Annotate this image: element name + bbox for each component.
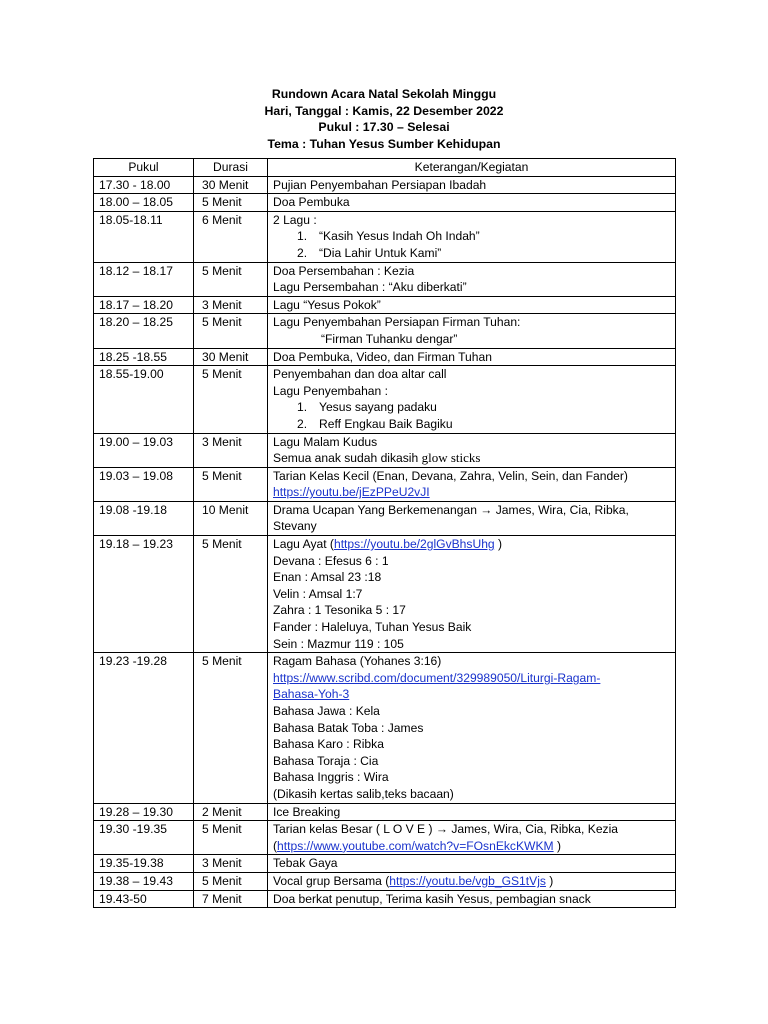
activity-text: Vocal grup Bersama ( — [273, 873, 390, 888]
activity-cell — [268, 433, 676, 467]
activity-text: Semua anak sudah dikasih — [273, 451, 422, 466]
activity-text: Bahasa Karo : Ribka — [273, 737, 384, 752]
duration-cell: 5 Menit — [194, 366, 268, 433]
duration-cell: 6 Menit — [194, 211, 268, 262]
time-cell: 19.28 – 19.30 — [94, 803, 194, 821]
table-row — [94, 872, 676, 890]
table-row — [94, 348, 676, 366]
activity-line — [273, 636, 670, 653]
column-header-activity: Keterangan/Kegiatan — [268, 159, 676, 177]
duration-cell: 3 Menit — [194, 855, 268, 873]
activity-text: Penyembahan dan doa altar call — [273, 367, 447, 382]
duration-cell: 5 Menit — [194, 262, 268, 296]
video-link[interactable]: https://www.scribd.com/document/329989050/Liturgi-Ragam- — [273, 670, 601, 685]
activity-text: Stevany — [273, 519, 317, 534]
activity-cell — [268, 536, 676, 653]
time-cell: 19.08 -19.18 — [94, 501, 194, 535]
activity-text: Sein : Mazmur 119 : 105 — [273, 636, 404, 651]
time-cell: 19.00 – 19.03 — [94, 433, 194, 467]
activity-text: Bahasa Jawa : Kela — [273, 704, 380, 718]
activity-text: Zahra : 1 Tesonika 5 : 17 — [273, 603, 406, 618]
activity-text: Doa Pembuka — [273, 195, 350, 210]
time-cell: 19.38 – 19.43 — [94, 872, 194, 890]
activity-line — [273, 804, 670, 821]
activity-line — [273, 602, 670, 619]
activity-line — [273, 703, 670, 720]
activity-line — [273, 536, 670, 553]
list-number: 2. — [297, 245, 308, 260]
activity-text: Ice Breaking — [273, 804, 341, 819]
activity-cell — [268, 872, 676, 890]
list-item-text: “Dia Lahir Untuk Kami” — [319, 245, 442, 260]
table-row — [94, 194, 676, 212]
activity-text: ( — [273, 838, 278, 853]
duration-cell: 5 Menit — [194, 467, 268, 501]
activity-cell — [268, 890, 676, 908]
activity-line — [273, 263, 670, 280]
activity-text-after: ) — [545, 873, 554, 888]
time-cell: 19.03 – 19.08 — [94, 467, 194, 501]
table-row — [94, 467, 676, 501]
rundown-table — [93, 158, 676, 908]
duration-cell: 7 Menit — [194, 890, 268, 908]
activity-text: 2 Lagu : — [273, 212, 317, 227]
activity-line — [273, 177, 670, 194]
time-cell: 18.17 – 18.20 — [94, 296, 194, 314]
time-cell: 19.23 -19.28 — [94, 653, 194, 803]
activity-line — [273, 670, 670, 687]
activity-cell — [268, 348, 676, 366]
activity-text: Lagu Malam Kudus — [273, 434, 378, 449]
activity-line — [273, 653, 670, 670]
activity-text: Devana : Efesus 6 : 1 — [273, 553, 389, 568]
activity-line — [273, 873, 670, 890]
table-row — [94, 536, 676, 653]
list-item — [273, 228, 670, 245]
activity-text: Velin : Amsal 1:7 — [273, 586, 363, 601]
table-header-row — [94, 159, 676, 177]
activity-text: (Dikasih kertas salib,teks bacaan) — [273, 786, 454, 801]
list-item-text: Reff Engkau Baik Bagiku — [319, 416, 453, 431]
duration-cell: 3 Menit — [194, 433, 268, 467]
time-cell: 18.25 -18.55 — [94, 348, 194, 366]
duration-cell: 30 Menit — [194, 348, 268, 366]
duration-cell: 5 Menit — [194, 872, 268, 890]
table-row — [94, 821, 676, 855]
activity-line — [273, 686, 670, 703]
activity-line — [273, 434, 670, 451]
duration-cell: 5 Menit — [194, 653, 268, 803]
event-theme: Tema : Tuhan Yesus Sumber Kehidupan — [267, 136, 501, 151]
activity-cell — [268, 855, 676, 873]
event-date: Hari, Tanggal : Kamis, 22 Desember 2022 — [264, 103, 504, 118]
time-cell: 18.12 – 18.17 — [94, 262, 194, 296]
activity-cell — [268, 296, 676, 314]
activity-line — [273, 518, 670, 535]
activity-cell — [268, 366, 676, 433]
activity-line — [273, 586, 670, 603]
duration-cell: 30 Menit — [194, 176, 268, 194]
table-row — [94, 890, 676, 908]
activity-text: “Firman Tuhanku dengar” — [321, 331, 458, 346]
activity-line — [273, 194, 670, 211]
activity-text: Drama Ucapan Yang Berkemenangan → James, Wira, Cia, Ribka, — [273, 502, 629, 517]
table-row — [94, 176, 676, 194]
list-item-text: “Kasih Yesus Indah Oh Indah” — [319, 229, 480, 244]
video-link[interactable]: https://youtu.be/jEzPPeU2vJI — [273, 485, 430, 500]
table-row — [94, 314, 676, 348]
activity-cell — [268, 803, 676, 821]
time-cell: 17.30 - 18.00 — [94, 176, 194, 194]
activity-line — [273, 619, 670, 636]
activity-line — [273, 769, 670, 786]
activity-line — [273, 366, 670, 383]
activity-text: Doa Pembuka, Video, dan Firman Tuhan — [273, 349, 492, 364]
table-row — [94, 433, 676, 467]
activity-text-after: ) — [494, 537, 503, 552]
duration-cell: 2 Menit — [194, 803, 268, 821]
activity-text: Pujian Penyembahan Persiapan Ibadah — [273, 177, 487, 192]
activity-line — [273, 349, 670, 366]
activity-line — [273, 786, 670, 803]
duration-cell: 5 Menit — [194, 821, 268, 855]
activity-cell — [268, 211, 676, 262]
duration-cell: 5 Menit — [194, 536, 268, 653]
list-item — [273, 416, 670, 433]
activity-cell — [268, 653, 676, 803]
duration-cell: 10 Menit — [194, 501, 268, 535]
table-row — [94, 262, 676, 296]
time-cell: 18.05-18.11 — [94, 211, 194, 262]
time-cell: 19.30 -19.35 — [94, 821, 194, 855]
activity-line — [273, 821, 670, 838]
list-item — [273, 399, 670, 416]
activity-text: Tarian Kelas Kecil (Enan, Devana, Zahra, Velin, Sein, dan Fander) — [273, 468, 628, 483]
activity-line — [273, 450, 670, 467]
duration-cell: 3 Menit — [194, 296, 268, 314]
event-time: Pukul : 17.30 – Selesai — [318, 120, 450, 135]
duration-cell: 5 Menit — [194, 194, 268, 212]
activity-cell — [268, 194, 676, 212]
activity-text: Bahasa Batak Toba : James — [273, 720, 424, 735]
activity-line — [273, 297, 670, 314]
column-header-duration: Durasi — [194, 159, 268, 177]
activity-line — [273, 502, 670, 519]
activity-line — [273, 753, 670, 770]
activity-line — [273, 855, 670, 872]
list-item-text: Yesus sayang padaku — [319, 400, 437, 415]
activity-text: Lagu Persembahan : “Aku diberkati” — [273, 280, 467, 295]
activity-cell — [268, 314, 676, 348]
activity-line — [273, 383, 670, 400]
list-number: 2. — [297, 416, 308, 431]
activity-line — [273, 569, 670, 586]
activity-cell — [268, 821, 676, 855]
activity-text-extra: glow sticks — [421, 450, 481, 466]
activity-line — [273, 484, 670, 501]
table-row — [94, 296, 676, 314]
time-cell: 18.55-19.00 — [94, 366, 194, 433]
time-cell: 19.43-50 — [94, 890, 194, 908]
time-cell: 19.35-19.38 — [94, 855, 194, 873]
video-link[interactable]: Bahasa-Yoh-3 — [273, 687, 350, 702]
video-link[interactable]: https://youtu.be/2glGvBhsUhg — [333, 537, 495, 552]
activity-text: Lagu “Yesus Pokok” — [273, 297, 381, 312]
list-item — [273, 245, 670, 262]
activity-cell — [268, 467, 676, 501]
time-cell: 18.00 – 18.05 — [94, 194, 194, 212]
time-cell: 18.20 – 18.25 — [94, 314, 194, 348]
list-number: 1. — [297, 400, 308, 415]
activity-text: Doa Persembahan : Kezia — [273, 263, 415, 278]
activity-line — [273, 838, 670, 855]
activity-cell — [268, 262, 676, 296]
table-row — [94, 855, 676, 873]
activity-text: Lagu Penyembahan : — [273, 383, 388, 398]
activity-line — [273, 720, 670, 737]
time-cell: 19.18 – 19.23 — [94, 536, 194, 653]
table-row — [94, 653, 676, 803]
activity-text: Tarian kelas Besar ( L O V E ) → James, Wira, Cia, Ribka, Kezia — [273, 822, 619, 837]
activity-cell — [268, 176, 676, 194]
list-number: 1. — [297, 229, 308, 244]
activity-text: Lagu Penyembahan Persiapan Firman Tuhan: — [273, 315, 521, 330]
activity-line — [273, 279, 670, 296]
duration-cell: 5 Menit — [194, 314, 268, 348]
activity-text: Enan : Amsal 23 :18 — [273, 570, 382, 585]
table-row — [94, 803, 676, 821]
activity-line — [273, 212, 670, 229]
document-header — [0, 86, 768, 152]
activity-text: Lagu Ayat ( — [273, 537, 334, 552]
video-link[interactable]: https://www.youtube.com/watch?v=FOsnEkcKWKM — [277, 838, 554, 853]
video-link[interactable]: https://youtu.be/vgb_GS1tVjs — [389, 873, 546, 888]
column-header-time: Pukul — [94, 159, 194, 177]
activity-line — [273, 891, 670, 908]
table-row — [94, 366, 676, 433]
activity-cell — [268, 501, 676, 535]
activity-line — [273, 736, 670, 753]
activity-line — [273, 468, 670, 485]
table-row — [94, 211, 676, 262]
activity-line — [273, 331, 670, 348]
activity-text: Fander : Haleluya, Tuhan Yesus Baik — [273, 620, 472, 635]
activity-text: Tebak Gaya — [273, 856, 338, 871]
activity-line — [273, 314, 670, 331]
document-title: Rundown Acara Natal Sekolah Minggu — [271, 87, 497, 101]
activity-text: Bahasa Inggris : Wira — [273, 770, 389, 785]
activity-line — [273, 553, 670, 570]
activity-text: Doa berkat penutup, Terima kasih Yesus, pembagian snack — [273, 891, 591, 906]
table-body — [94, 176, 676, 908]
activity-text: Ragam Bahasa (Yohanes 3:16) — [273, 654, 442, 669]
activity-text-after: ) — [553, 838, 561, 853]
activity-text: Bahasa Toraja : Cia — [273, 753, 379, 768]
table-row — [94, 501, 676, 535]
